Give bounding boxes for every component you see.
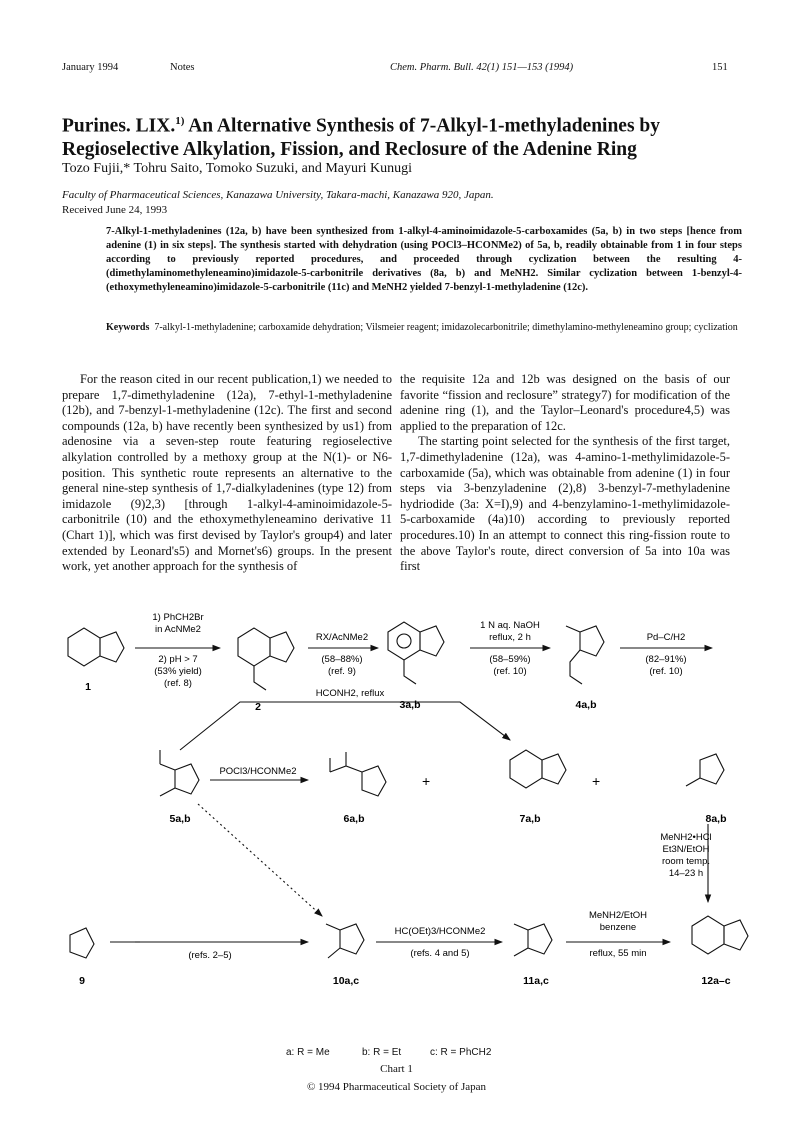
compound-label: 5a,b	[169, 813, 191, 825]
reagent-text: RX/AcNMe2	[315, 632, 369, 643]
structure-5ab	[160, 750, 199, 796]
compound-label: 7a,b	[519, 813, 541, 825]
structure-12ac	[692, 916, 748, 954]
reagent-text: (ref. 8)	[164, 678, 192, 689]
header-citation: Chem. Pharm. Bull. 42(1) 151—153 (1994)	[390, 62, 574, 73]
body-paragraph: the requisite 12a and 12b was designed on the basis of our favorite “fission and reclosure” strategy7) for modification of the adenine ring (1), and the Taylor–Leonard's procedure4,5) was applied to the preparation of 12c.	[400, 372, 730, 433]
keywords-text: 7-alkyl-1-methyladenine; carboxamide dehydration; Vilsmeier reagent; imidazolecarbonitrile; dimethylamino-methyleneamino group; cyclization	[154, 322, 738, 333]
keywords	[106, 321, 742, 335]
reagent-text: (refs. 4 and 5)	[410, 948, 470, 959]
reagent-text: (58–88%)	[321, 654, 363, 665]
reagent-text: (ref. 10)	[493, 666, 527, 677]
legend-b: b: R = Et	[362, 1047, 402, 1058]
reagent-text: HC(OEt)3/HCONMe2	[394, 926, 486, 937]
affiliation: Faculty of Pharmaceutical Sciences, Kanazawa University, Takara-machi, Kanazawa 920, Japan.	[62, 189, 494, 201]
structure-7ab	[510, 750, 566, 788]
title-rest: An Alternative Synthesis of 7-Alkyl-1-methyladenines by Regioselective Alkylation, Fission, and Reclosure of the Adenine Ring	[62, 115, 661, 160]
reaction-arrow-dotted	[198, 804, 322, 916]
legend-c: c: R = PhCH2	[430, 1047, 492, 1058]
header-date: January 1994	[62, 62, 119, 73]
article-title	[62, 110, 742, 161]
structure-adenine	[68, 628, 124, 666]
plus-sign: +	[592, 773, 601, 789]
body-paragraph: The starting point selected for the synthesis of the first target, 1,7-dimethyladenine (12a), was 4-amino-1-methylimidazole-5-carboxamide (5a), which was obtainable from adenine (1) in four steps via 3-benzyladenine (2),8) 3-benzyl-7-methyladenine hydriodide (3a: X=I),9) and 4-benzylamino-1-methylimidazole-5-carboxamide (4a)10) according to previously reported procedures.10) In an attempt to connect this ring-fission route to the above Taylor's route, direct conversion of 5a into 10a was first	[400, 434, 730, 574]
reagent-text: reflux, 55 min	[589, 948, 647, 959]
reagent-text: (ref. 9)	[328, 666, 356, 677]
reaction-arrow	[180, 702, 510, 750]
reagent-text: POCl3/HCONMe2	[219, 766, 297, 777]
body-right-column	[400, 372, 730, 575]
header-section: Notes	[170, 62, 195, 73]
title-main: Purines. LIX.	[62, 115, 176, 137]
structure-10ac	[326, 924, 364, 958]
reaction-scheme	[40, 590, 760, 1060]
compound-label: 2	[255, 701, 261, 713]
reagent-text: (refs. 2–5)	[188, 950, 232, 961]
reagent-text: HCONH2, reflux	[315, 688, 385, 699]
received-date: Received June 24, 1993	[62, 204, 168, 216]
compound-label: 8a,b	[705, 813, 727, 825]
reagent-text: (ref. 10)	[649, 666, 683, 677]
reagent-text: (53% yield)	[154, 666, 202, 677]
compound-label: 3a,b	[399, 699, 421, 711]
abstract: 7-Alkyl-1-methyladenines (12a, b) have been synthesized from 1-alkyl-4-aminoimidazole-5-carboxamides (5a, b) in two steps [hence from adenine (1) in six steps]. The synthesis started with dehydration (using POCl3–HCONMe2) of 5a, b, readily obtainable from 1 in four steps according to previously reported procedures, and proceeded through cyclization between the resulting 4-(dimethylaminomethyleneamino)imidazole-5-carbonitrile derivatives (8a, b) and MeNH2. Similar cyclization between 1-benzyl-4-(ethoxymethyleneamino)imidazole-5-carbonitrile (11c) and MeNH2 yielded 7-benzyl-1-methyladenine (12c).	[106, 226, 742, 293]
compound-label: 11a,c	[523, 975, 549, 987]
reagent-text: benzene	[599, 922, 637, 933]
keywords-label: Keywords	[106, 322, 150, 333]
header-page-number: 151	[712, 62, 728, 73]
compound-label: 9	[79, 975, 85, 987]
reagent-text: 2) pH > 7	[158, 654, 198, 665]
structure-3-benzyladenine	[238, 628, 294, 690]
reagent-text: 1 N aq. NaOH	[480, 620, 540, 631]
compound-label: 10a,c	[332, 975, 360, 987]
compound-label: 1	[85, 681, 91, 693]
reagent-text: 1) PhCH2Br	[152, 612, 204, 623]
structure-3ab	[388, 622, 444, 684]
structure-8ab	[686, 754, 724, 786]
body-paragraph: For the reason cited in our recent publication,1) we needed to prepare 1,7-dimethyladenine (12a), 7-ethyl-1-methyladenine (12b), and 7-benzyl-1-methyladenine (12c). The first and second compounds (12a, b) have recently been synthesized by us1) from adenosine via a seven-step route featuring regioselective alkylation controlled by a methoxy group at the N(1)- or N6-position. This synthetic route represents an alternative to the general nine-step synthesis of 1,7-dialkyladenines (type 12) from imidazole (9)2,3) [through 1-alkyl-4-aminoimidazole-5-carbonitrile (10) and the ethoxymethyleneamino derivative 11 (Chart 1)], which was first devised by Taylor's group4) and later extended by Leonard's5) and Mornet's6) groups. In the present work, yet another approach for the synthesis of	[62, 372, 392, 574]
structure-11ac	[514, 924, 552, 956]
legend-a: a: R = Me	[286, 1047, 330, 1058]
reagent-text: 14–23 h	[668, 868, 704, 879]
structure-imidazole	[70, 928, 94, 958]
author-list: Tozo Fujii,* Tohru Saito, Tomoko Suzuki, and Mayuri Kunugi	[62, 161, 413, 176]
compound-label: 12a–c	[701, 975, 731, 987]
chart-caption: Chart 1	[380, 1063, 413, 1075]
reagent-text: MeNH2/EtOH	[588, 910, 648, 921]
body-left-column	[62, 372, 392, 575]
reagent-text: room temp.	[661, 856, 711, 867]
copyright: © 1994 Pharmaceutical Society of Japan	[306, 1081, 487, 1093]
reagent-text: in AcNMe2	[155, 624, 201, 635]
reagent-text: Et3N/EtOH	[662, 844, 710, 855]
title-ref: 1)	[175, 115, 185, 127]
reagent-text: MeNH2•HCl	[660, 832, 712, 843]
reagent-text: (58–59%)	[489, 654, 531, 665]
reagent-text: (82–91%)	[645, 654, 687, 665]
structure-6ab	[330, 752, 386, 796]
reagent-text: reflux, 2 h	[489, 632, 531, 643]
compound-label: 6a,b	[343, 813, 365, 825]
compound-label: 4a,b	[575, 699, 597, 711]
structure-4ab	[566, 626, 604, 684]
plus-sign: +	[422, 773, 431, 789]
reagent-text: Pd–C/H2	[646, 632, 686, 643]
